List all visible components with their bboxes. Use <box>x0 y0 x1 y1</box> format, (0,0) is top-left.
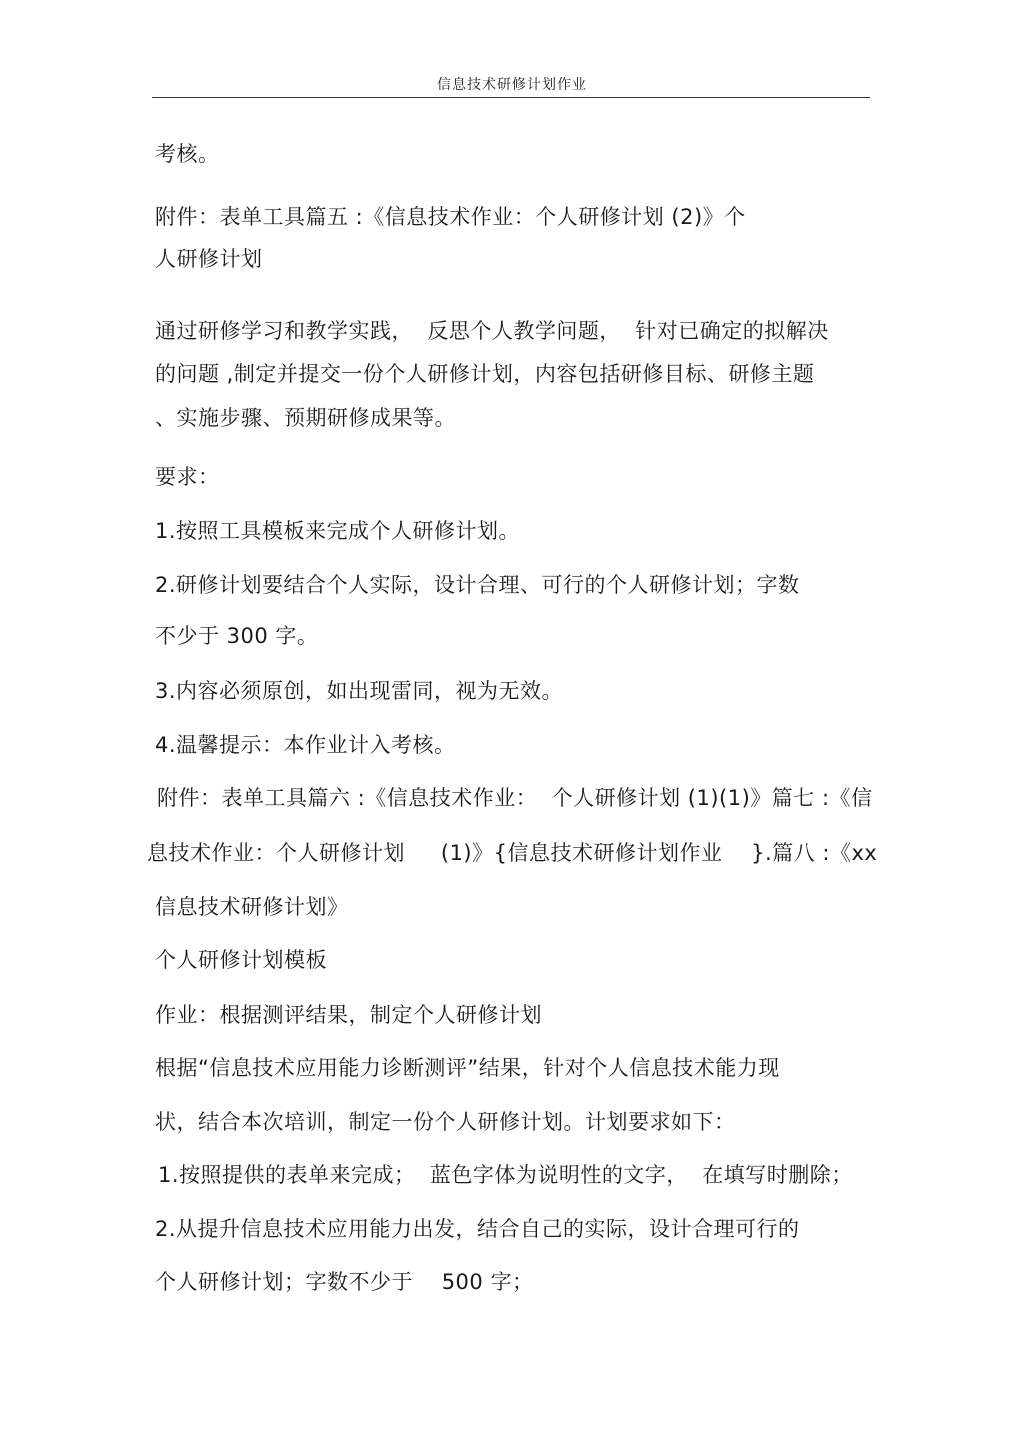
text-line: 的问题 ,制定并提交一份个人研修计划，内容包括研修目标、研修主题 <box>155 362 815 386</box>
text-line: 要求： <box>155 465 220 489</box>
text-line: 根据“信息技术应用能力诊断测评”结果，针对个人信息技术能力现 <box>155 1056 780 1080</box>
text-line: 作业：根据测评结果，制定个人研修计划 <box>155 1003 542 1027</box>
text-line: 1.按照工具模板来完成个人研修计划。 <box>155 519 521 543</box>
text-line: 2.研修计划要结合个人实际，设计合理、可行的个人研修计划；字数 <box>155 573 800 597</box>
text-line: 信息技术研修计划》 <box>155 895 349 919</box>
text-line: 状，结合本次培训，制定一份个人研修计划。计划要求如下： <box>155 1110 736 1134</box>
text-line: 人研修计划 <box>155 247 263 271</box>
text-line: 4.温馨提示：本作业计入考核。 <box>155 733 456 757</box>
text-line: 不少于 300 字。 <box>155 624 319 648</box>
text-line: 个人研修计划；字数不少于 500 字； <box>155 1270 534 1294</box>
text-line: 个人研修计划模板 <box>155 948 327 972</box>
text-line: 附件：表单工具篇六 :《信息技术作业： 个人研修计划 (1)(1)》篇七 :《信 <box>157 786 873 810</box>
text-line: 息技术作业：个人研修计划 (1)》{信息技术研修计划作业 }.篇八 :《xx <box>147 841 878 865</box>
text-line: 通过研修学习和教学实践， 反思个人教学问题， 针对已确定的拟解决 <box>155 319 829 343</box>
text-line: 附件：表单工具篇五 :《信息技术作业：个人研修计划 (2)》个 <box>155 205 746 229</box>
text-line: 考核。 <box>155 142 220 166</box>
text-line: 1.按照提供的表单来完成； 蓝色字体为说明性的文字， 在填写时删除； <box>158 1163 853 1187</box>
text-line: 2.从提升信息技术应用能力出发，结合自己的实际，设计合理可行的 <box>155 1217 800 1241</box>
header-divider <box>152 97 870 98</box>
text-line: 、实施步骤、预期研修成果等。 <box>155 406 456 430</box>
text-line: 3.内容必须原创，如出现雷同，视为无效。 <box>155 679 564 703</box>
page-header-title: 信息技术研修计划作业 <box>437 77 587 93</box>
